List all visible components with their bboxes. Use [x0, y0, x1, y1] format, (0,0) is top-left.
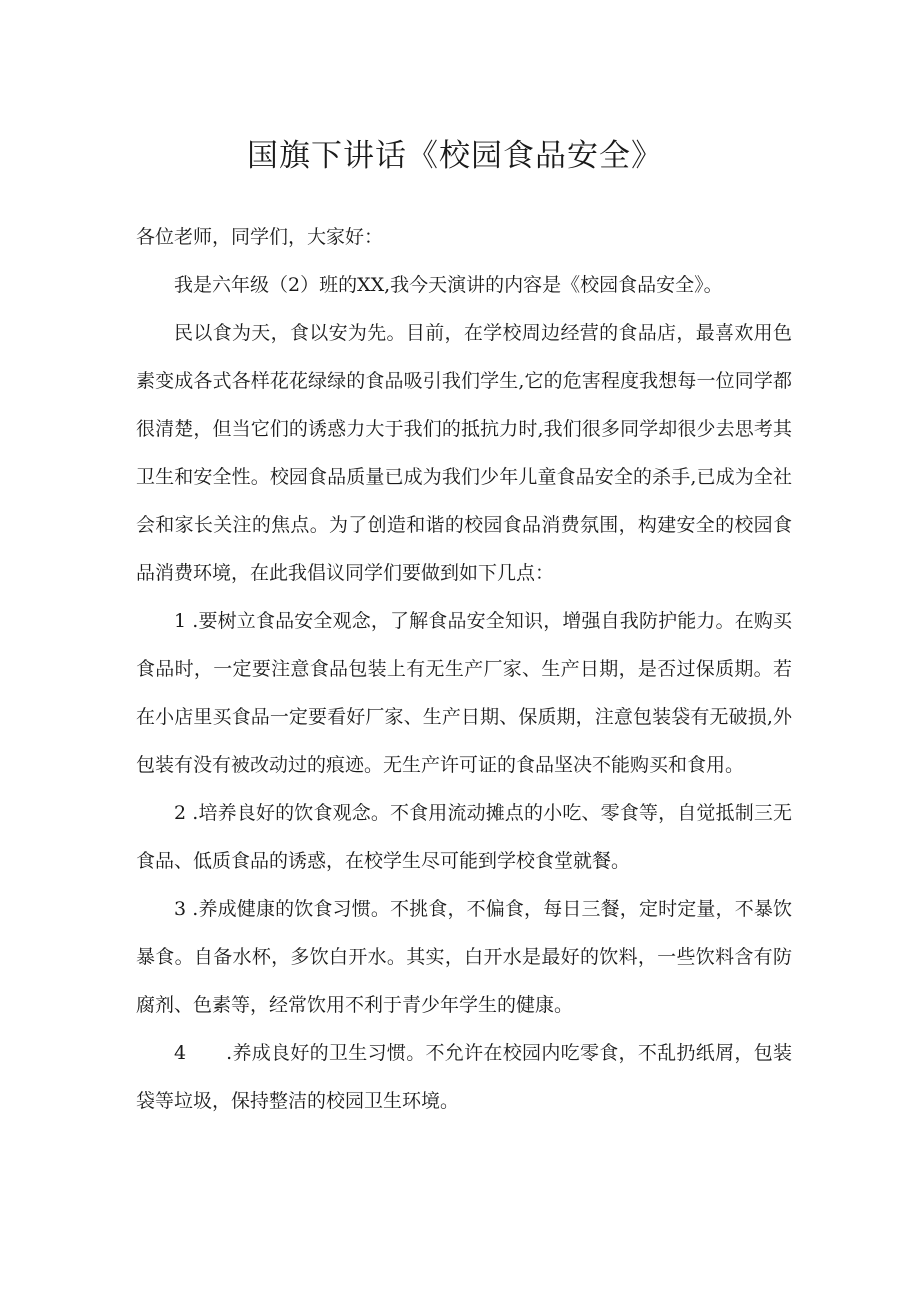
intro-paragraph: 我是六年级（2）班的XX,我今天演讲的内容是《校园食品安全》。 [174, 274, 723, 296]
item-text: .要树立食品安全观念，了解食品安全知识，增强自我防护能力。在购买食品时，一定要注意食品包装上有无生产厂家、生产日期，是否过保质期。若在小店里买食品一定要看好厂家、生产日期、保质期，注意包装袋有无破损,外包装有没有被改动过的痕迹。无生产许可证的食品坚决不能购买和食用。 [136, 610, 793, 776]
list-item [136, 789, 792, 885]
list-item [136, 597, 792, 789]
item-number: 3 [174, 898, 187, 920]
item-text: .养成良好的卫生习惯。不允许在校园内吃零食，不乱扔纸屑，包装袋等垃圾，保持整洁的校园卫生环境。 [136, 1042, 792, 1112]
document-title: 国旗下讲话《校园食品安全》 [247, 138, 663, 174]
greeting: 各位老师，同学们，大家好： [136, 226, 384, 248]
list-item [136, 1029, 792, 1125]
item-text: .养成健康的饮食习惯。不挑食，不偏食，每日三餐，定时定量，不暴饮暴食。自备水杯，多饮白开水。其实，白开水是最好的饮料，一些饮料含有防腐剂、色素等，经常饮用不利于青少年学生的健康。 [136, 898, 793, 1016]
item-number: 4 [174, 1042, 187, 1064]
item-text: .培养良好的饮食观念。不食用流动摊点的小吃、零食等，自觉抵制三无食品、低质食品的诱惑，在校学生尽可能到学校食堂就餐。 [136, 802, 793, 872]
item-number: 1 [174, 610, 187, 632]
document-body [136, 213, 792, 1125]
list-item [136, 885, 792, 1029]
item-number: 2 [174, 802, 187, 824]
main-paragraph: 民以食为天，食以安为先。目前，在学校周边经营的食品店，最喜欢用色素变成各式各样花花绿绿的食品吸引我们学生,它的危害程度我想每一位同学都很清楚，但当它们的诱惑力大于我们的抵抗力时,我们很多同学却很少去思考其卫生和安全性。校园食品质量已成为我们少年儿童食品安全的杀手,已成为全社会和家长关注的焦点。为了创造和谐的校园食品消费氛围，构建安全的校园食品消费环境，在此我倡议同学们要做到如下几点： [136, 322, 792, 584]
